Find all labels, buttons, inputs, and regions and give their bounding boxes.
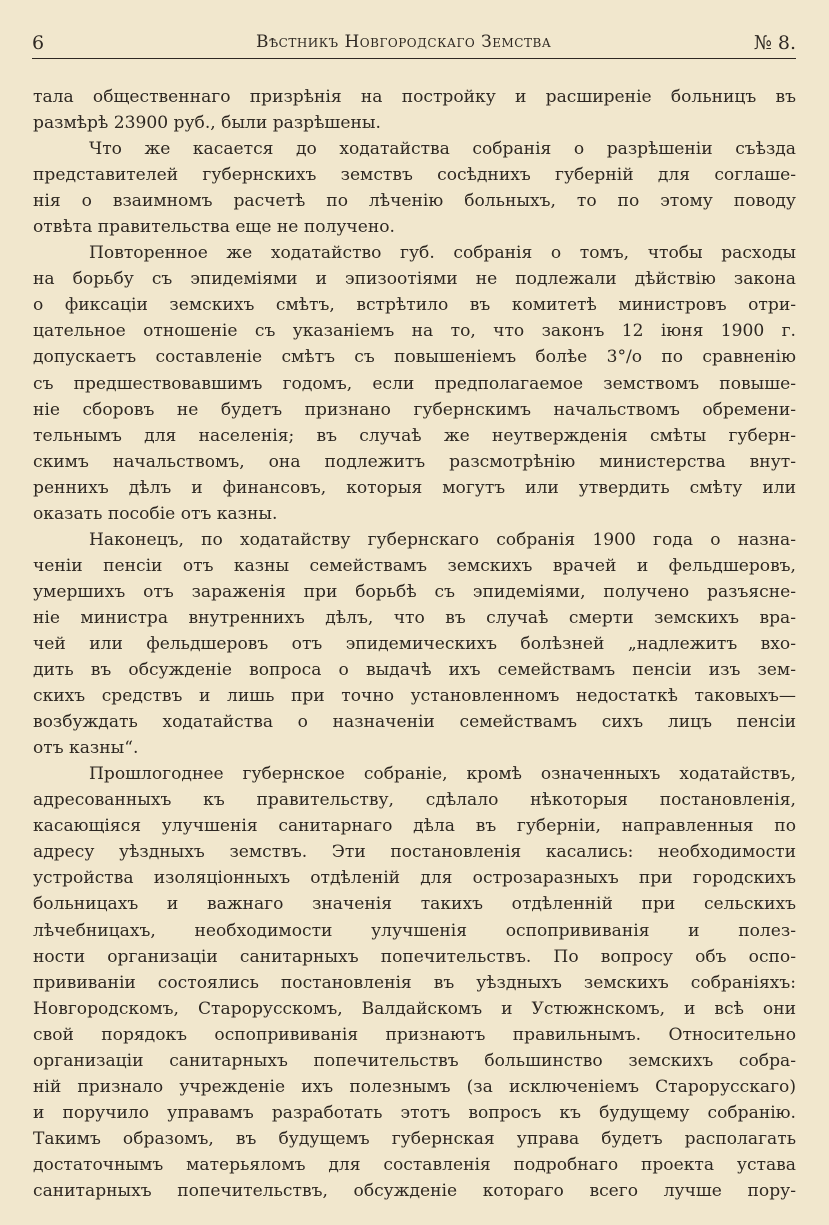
text-line: скимъ начальствомъ, она подлежитъ разсмотрѣнію министерства внут- [33,451,796,472]
text-line: нія о взаимномъ расчетѣ по лѣченію больныхъ, то по этому поводу [33,191,796,212]
running-header [32,30,796,59]
text-line: возбуждать ходатайства о назначеніи семействамъ сихъ лицъ пенсіи [33,712,796,733]
journal-title: Вѣстникъ Новгородскаго Земства [256,32,552,52]
text-line: дить въ обсужденіе вопроса о выдачѣ ихъ семействамъ пенсіи изъ зем- [33,660,796,681]
text-line: ніе министра внутреннихъ дѣлъ, что въ случаѣ смерти земскихъ вра- [33,607,796,628]
text-line: ченіи пенсіи отъ казны семействамъ земскихъ врачей и фельдшеровъ, [33,555,796,576]
text-line: скихъ средствъ и лишь при точно установленномъ недостаткѣ таковыхъ— [33,686,796,707]
text-line: ности организаціи санитарныхъ попечительствъ. По вопросу объ оспо- [33,946,796,967]
text-line: размѣрѣ 23900 руб., были разрѣшены. [33,113,381,134]
text-line: умершихъ отъ зараженія при борьбѣ съ эпидеміями, получено разъясне- [33,581,796,602]
text-line: устройства изоляціонныхъ отдѣленій для острозаразныхъ при городскихъ [33,868,796,889]
text-line: Такимъ образомъ, въ будущемъ губернская управа будетъ располагать [33,1128,796,1149]
text-line: и поручило управамъ разработать этотъ вопросъ къ будущему собранію. [33,1102,796,1123]
text-line: тала общественнаго призрѣнія на постройку и расширеніе больницъ въ [33,87,796,107]
text-line: представителей губернскихъ земствъ сосѣднихъ губерній для соглаше- [33,165,796,186]
text-line: чей или фельдшеровъ отъ эпидемическихъ болѣзней „надлежитъ вхо- [33,633,796,654]
page-number: 6 [32,32,45,54]
text-line: Повторенное же ходатайство губ. собранія о томъ, чтобы расходы [89,243,796,264]
text-line: Наконецъ, по ходатайству губернскаго собранія 1900 года о назна- [89,529,796,550]
text-line: на борьбу съ эпидеміями и эпизоотіями не подлежали дѣйствію закона [33,269,796,290]
text-line: Новгородскомъ, Старорусскомъ, Валдайскомъ и Устюжнскомъ, и всѣ они [33,998,796,1019]
text-line: Что же касается до ходатайства собранія о разрѣшеніи съѣзда [89,139,796,160]
text-line: о фиксаціи земскихъ смѣтъ, встрѣтило въ комитетѣ министровъ отри- [33,295,796,316]
text-line: цательное отношеніе съ указаніемъ на то, что законъ 12 іюня 1900 г. [33,321,796,342]
text-line: допускаетъ составленіе смѣтъ съ повышеніемъ болѣе 3°/o по сравненію [33,347,796,368]
text-line: съ предшествовавшимъ годомъ, если предполагаемое земствомъ повыше- [33,373,796,394]
text-line: достаточнымъ матерьяломъ для составленія подробнаго проекта устава [33,1154,796,1175]
text-line: свой порядокъ оспопрививанія признаютъ правильнымъ. Относительно [33,1024,796,1045]
text-line: касающіяся улучшенія санитарнаго дѣла въ губерніи, направленныя по [33,816,796,837]
text-line: ній признало учрежденіе ихъ полезнымъ (за исключеніемъ Старорусскаго) [33,1076,796,1097]
text-line: Прошлогоднее губернское собраніе, кромѣ означенныхъ ходатайствъ, [89,764,796,785]
text-line: адресованныхъ къ правительству, сдѣлало нѣкоторыя постановленія, [33,790,796,811]
text-line: тельнымъ для населенія; въ случаѣ же неутвержденія смѣты губерн- [33,425,796,446]
text-line: отвѣта правительства еще не получено. [33,217,395,238]
text-line: ніе сборовъ не будетъ признано губернскимъ начальствомъ обремени- [33,399,796,420]
text-line: адресу уѣздныхъ земствъ. Эти постановленія касались: необходимости [33,842,796,863]
text-line: оказать пособіе отъ казны. [33,503,278,524]
text-line: отъ казны“. [33,738,139,759]
text-line: организаціи санитарныхъ попечительствъ большинство земскихъ собра- [33,1050,796,1071]
text-line: прививаніи состоялись постановленія въ уѣздныхъ земскихъ собраніяхъ: [33,972,796,993]
text-line: реннихъ дѣлъ и финансовъ, которыя могутъ или утвердить смѣту или [33,477,796,498]
text-line: санитарныхъ попечительствъ, обсужденіе котораго всего лучше пору- [33,1180,796,1201]
body-text [33,84,796,1204]
issue-number: № 8. [753,32,796,54]
text-line: лѣчебницахъ, необходимости улучшенія оспопрививанія и полез- [33,920,796,941]
text-line: больницахъ и важнаго значенія такихъ отдѣленній при сельскихъ [33,894,796,915]
